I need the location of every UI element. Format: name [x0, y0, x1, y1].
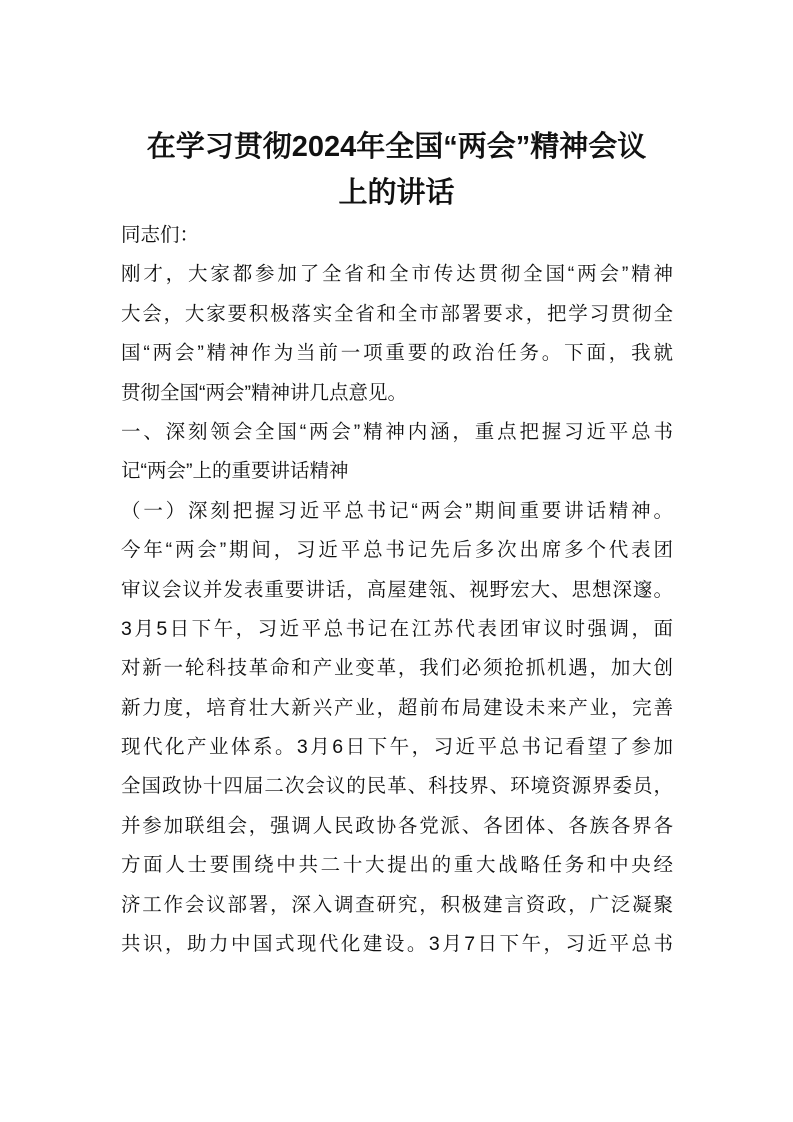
- text-line: 同志们：: [121, 224, 200, 246]
- document-title-line-2: 上的讲话: [338, 177, 455, 209]
- document-title-line-1: 在学习贯彻2024年全国“两会”精神会议: [146, 131, 647, 163]
- text-line: 大会，大家要积极落实全省和全市部署要求，把学习贯彻全: [121, 302, 673, 325]
- text-line: （一）深刻把握习近平总书记“两会”期间重要讲话精神。: [121, 499, 673, 522]
- text-line: 现代化产业体系。3月6日下午，习近平总书记看望了参加: [121, 736, 673, 759]
- text-line: 国“两会”精神作为当前一项重要的政治任务。下面，我就: [121, 342, 673, 365]
- text-line: 新力度，培育壮大新兴产业，超前布局建设未来产业，完善: [121, 696, 673, 719]
- text-line: 共识，助力中国式现代化建设。3月7日下午，习近平总书: [121, 933, 673, 956]
- text-line: 记“两会”上的重要讲话精神: [121, 460, 349, 483]
- text-line: 方面人士要围绕中共二十大提出的重大战略任务和中央经: [121, 854, 673, 877]
- text-line: 全国政协十四届二次会议的民革、科技界、环境资源界委员，: [121, 775, 673, 798]
- text-line: 对新一轮科技革命和产业变革，我们必须抢抓机遇，加大创: [121, 657, 673, 680]
- text-line: 一、深刻领会全国“两会”精神内涵，重点把握习近平总书: [121, 420, 673, 443]
- text-line: 并参加联组会，强调人民政协各党派、各团体、各族各界各: [121, 814, 673, 837]
- text-line: 贯彻全国“两会”精神讲几点意见。: [121, 381, 407, 404]
- text-line: 3月5日下午，习近平总书记在江苏代表团审议时强调，面: [121, 617, 673, 640]
- text-line: 审议会议并发表重要讲话，高屋建瓴、视野宏大、思想深邃。: [121, 578, 673, 601]
- document-body: [121, 216, 673, 964]
- text-line: 刚才，大家都参加了全省和全市传达贯彻全国“两会”精神: [121, 263, 673, 286]
- text-line: 今年“两会”期间，习近平总书记先后多次出席多个代表团: [121, 539, 673, 562]
- text-line: 济工作会议部署，深入调查研究，积极建言资政，广泛凝聚: [121, 893, 673, 916]
